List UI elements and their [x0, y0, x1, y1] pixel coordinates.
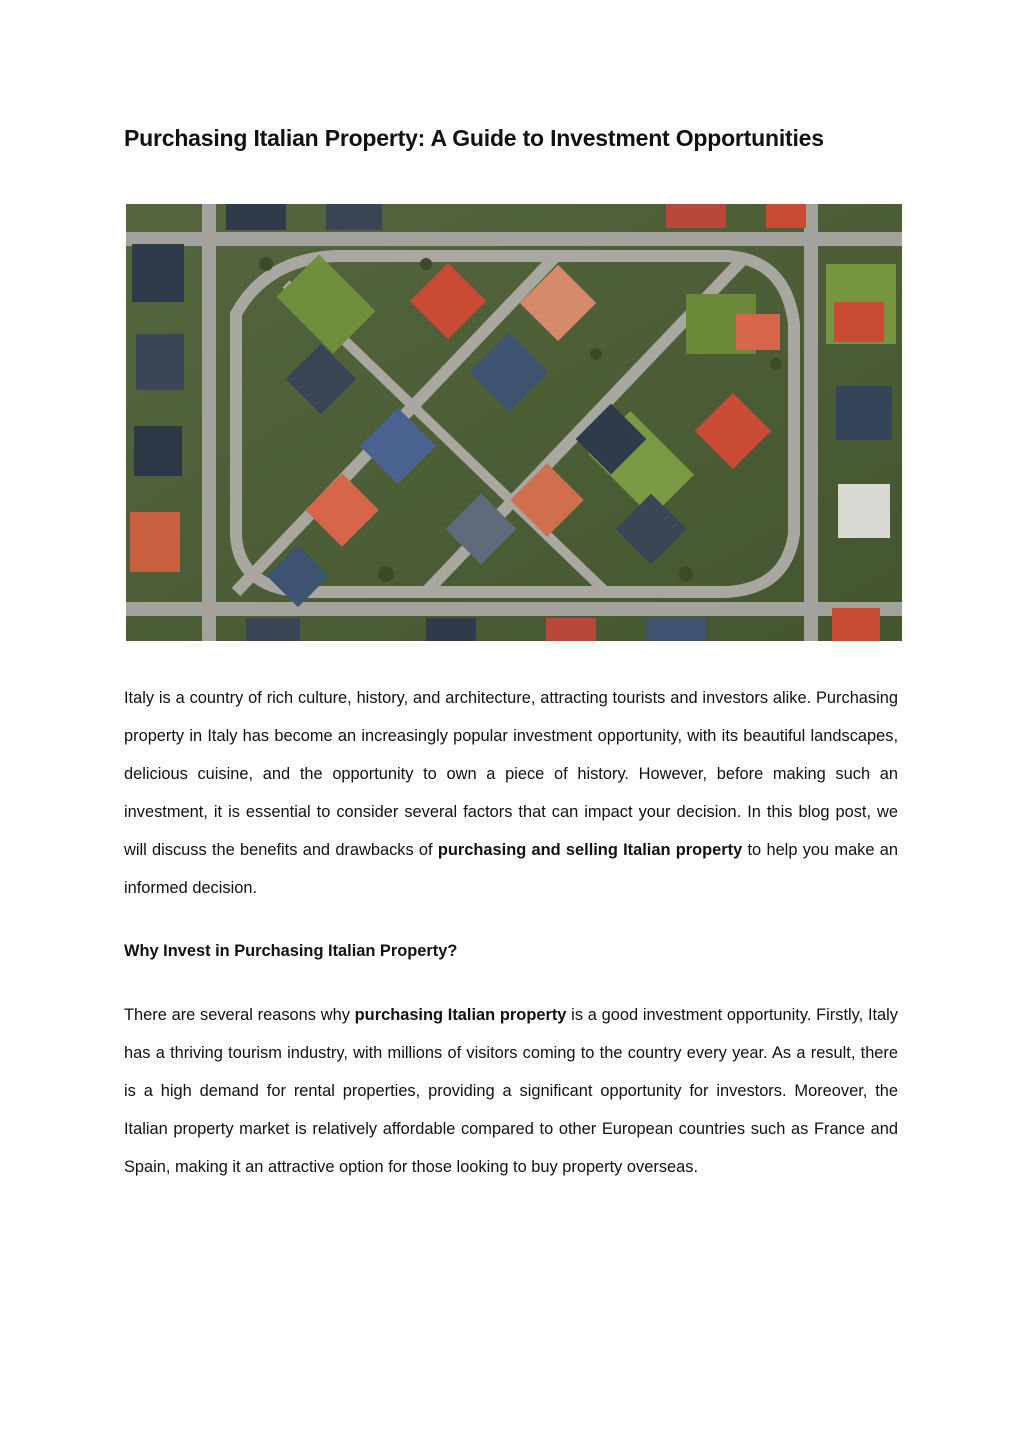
intro-text-after: to help you make an informed decision.: [124, 841, 898, 897]
hero-image: [126, 204, 902, 641]
intro-text-before: Italy is a country of rich culture, history, and architecture, attracting tourists and investors alike. Purchasing property in Italy has become an increasingly popular investment opportunity, with its beautiful landscapes, delicious cuisine, and the opportunity to own a piece of history. However, before making such an investment, it is essential to consider several factors that can impact your decision. In this blog post, we will discuss the benefits and drawbacks of: [124, 689, 898, 859]
section-text-before: There are several reasons why: [124, 1006, 355, 1024]
section-text-after: is a good investment opportunity. Firstly, Italy has a thriving tourism industry, with millions of visitors coming to the country every year. As a result, there is a high demand for rental properties, providing a significant opportunity for investors. Moreover, the Italian property market is relatively affordable compared to other European countries such as France and Spain, making it an attractive option for those looking to buy property overseas.: [124, 1006, 899, 1176]
intro-bold-link-text: purchasing and selling Italian property: [437, 841, 743, 859]
section-heading: Why Invest in Purchasing Italian Property?: [124, 942, 458, 960]
aerial-residential-neighborhood-photo: [126, 204, 902, 641]
intro-paragraph: [124, 679, 898, 907]
page-title: Purchasing Italian Property: A Guide to Investment Opportunities: [124, 125, 824, 151]
section-paragraph: [124, 996, 898, 1186]
section-bold-text: purchasing Italian property: [354, 1006, 567, 1024]
